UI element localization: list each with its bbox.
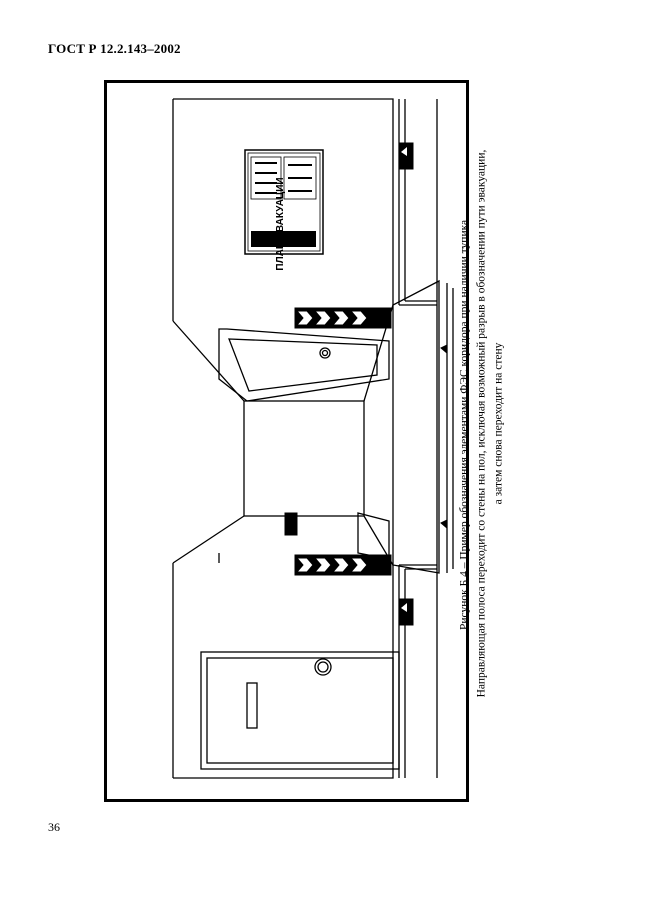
- page-number: 36: [48, 820, 60, 834]
- evacuation-plan-sign: [245, 150, 323, 271]
- document-header: ГОСТ Р 12.2.143–2002: [48, 41, 181, 56]
- figure-caption: [457, 99, 508, 749]
- corridor-illustration: [104, 80, 469, 802]
- corridor-drawing: [107, 83, 466, 799]
- chevron-strip-left: [295, 555, 391, 575]
- caption-line-2: Направляющая полоса переходит со стены на пол, исключая возможный разрыв в обозначении пути эвакуации,: [475, 149, 488, 698]
- chevron-strip-right: [295, 308, 391, 328]
- caption-line-3: а затем снова переходит на стену: [492, 342, 505, 505]
- plan-sign-title: ПЛАН ЭВАКУАЦИИ: [275, 177, 286, 271]
- caption-line-1: Рисунок Б.4 – Пример обозначения элементами ФЭС коридора при наличии тупика.: [458, 217, 471, 630]
- side-door-left: [201, 652, 399, 769]
- left-wall-bottom: [173, 565, 393, 778]
- door-handle-right: [320, 348, 330, 358]
- far-end-wall: [244, 401, 364, 516]
- floor-plane: [393, 281, 439, 573]
